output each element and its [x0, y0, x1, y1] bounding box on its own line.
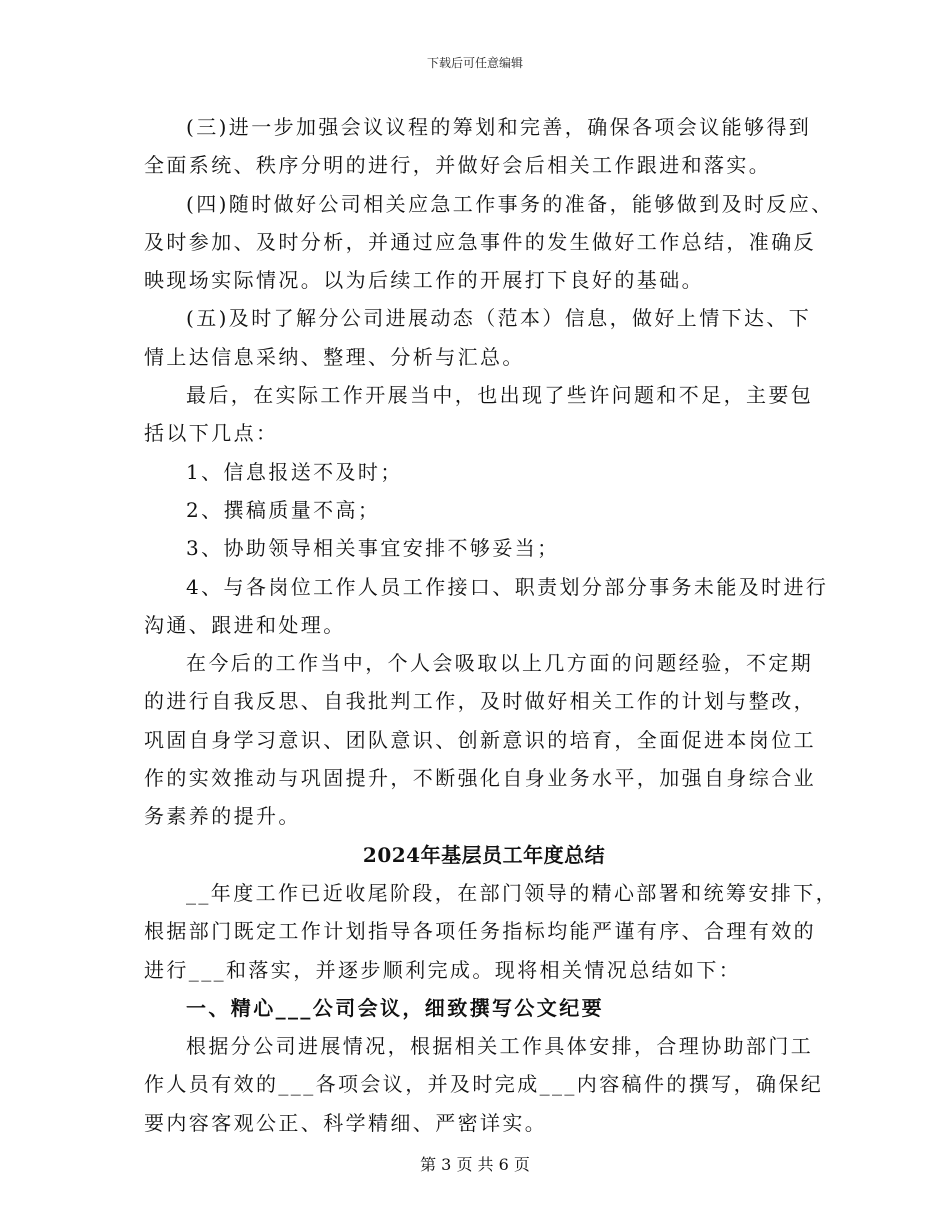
paragraph-line: 全面系统、秩序分明的进行，并做好会后相关工作跟进和落实。 [144, 153, 772, 178]
paragraph-line: __年度工作已近收尾阶段，在部门领导的精心部署和统筹安排下， [186, 880, 838, 905]
section-title: 2024年基层员工年度总结 [362, 842, 606, 867]
paragraph-line: 沟通、跟进和处理。 [144, 612, 346, 637]
page-header: 下载后可任意编辑 [426, 56, 523, 70]
paragraph-line: 括以下几点： [144, 421, 279, 446]
list-item: 3、协助领导相关事宜安排不够妥当； [186, 536, 560, 561]
paragraph-line: 务素养的提升。 [144, 804, 301, 829]
paragraph-line: 进行___和落实，并逐步顺利完成。现将相关情况总结如下： [144, 957, 742, 982]
list-item: 1、信息报送不及时； [186, 459, 403, 484]
paragraph-line: 作人员有效的___各项会议，并及时完成___内容稿件的撰写，确保纪 [144, 1072, 824, 1097]
paragraph-line: 在今后的工作当中，个人会吸取以上几方面的问题经验，不定期 [186, 651, 814, 676]
paragraph-line: 最后，在实际工作开展当中，也出现了些许问题和不足，主要包 [186, 383, 814, 408]
list-item: 2、撰稿质量不高； [186, 497, 381, 522]
paragraph-line: (三)进一步加强会议议程的筹划和完善，确保各项会议能够得到 [186, 115, 812, 139]
paragraph-line: 巩固自身学习意识、团队意识、创新意识的培育，全面促进本岗位工 [144, 727, 816, 752]
paragraph-line: 的进行自我反思、自我批判工作，及时做好相关工作的计划与整改， [144, 689, 816, 714]
paragraph-line: 映现场实际情况。以为后续工作的开展打下良好的基础。 [144, 268, 704, 293]
paragraph-line: 情上达信息采纳、整理、分析与汇总。 [144, 344, 525, 369]
page-footer: 第 3 页 共 6 页 [420, 1155, 530, 1174]
paragraph-line: 要内容客观公正、科学精细、严密详实。 [144, 1110, 548, 1135]
paragraph-line: (五)及时了解分公司进展动态（范本）信息，做好上情下达、下 [186, 306, 812, 331]
paragraph-line: 根据分公司进展情况，根据相关工作具体安排，合理协助部门工 [186, 1034, 814, 1059]
paragraph-line: 作的实效推动与巩固提升，不断强化自身业务水平，加强自身综合业 [144, 766, 816, 791]
paragraph-line: (四)随时做好公司相关应急工作事务的准备，能够做到及时反应、 [186, 191, 834, 216]
document-body [144, 108, 838, 1142]
paragraph-line: 根据部门既定工作计划指导各项任务指标均能严谨有序、合理有效的 [144, 919, 816, 944]
paragraph-line: 及时参加、及时分析，并通过应急事件的发生做好工作总结，准确反 [144, 229, 816, 254]
section-heading: 一、精心___公司会议，细致撰写公文纪要 [186, 995, 604, 1020]
list-item: 4、与各岗位工作人员工作接口、职责划分部分事务未能及时进行 [186, 574, 829, 599]
